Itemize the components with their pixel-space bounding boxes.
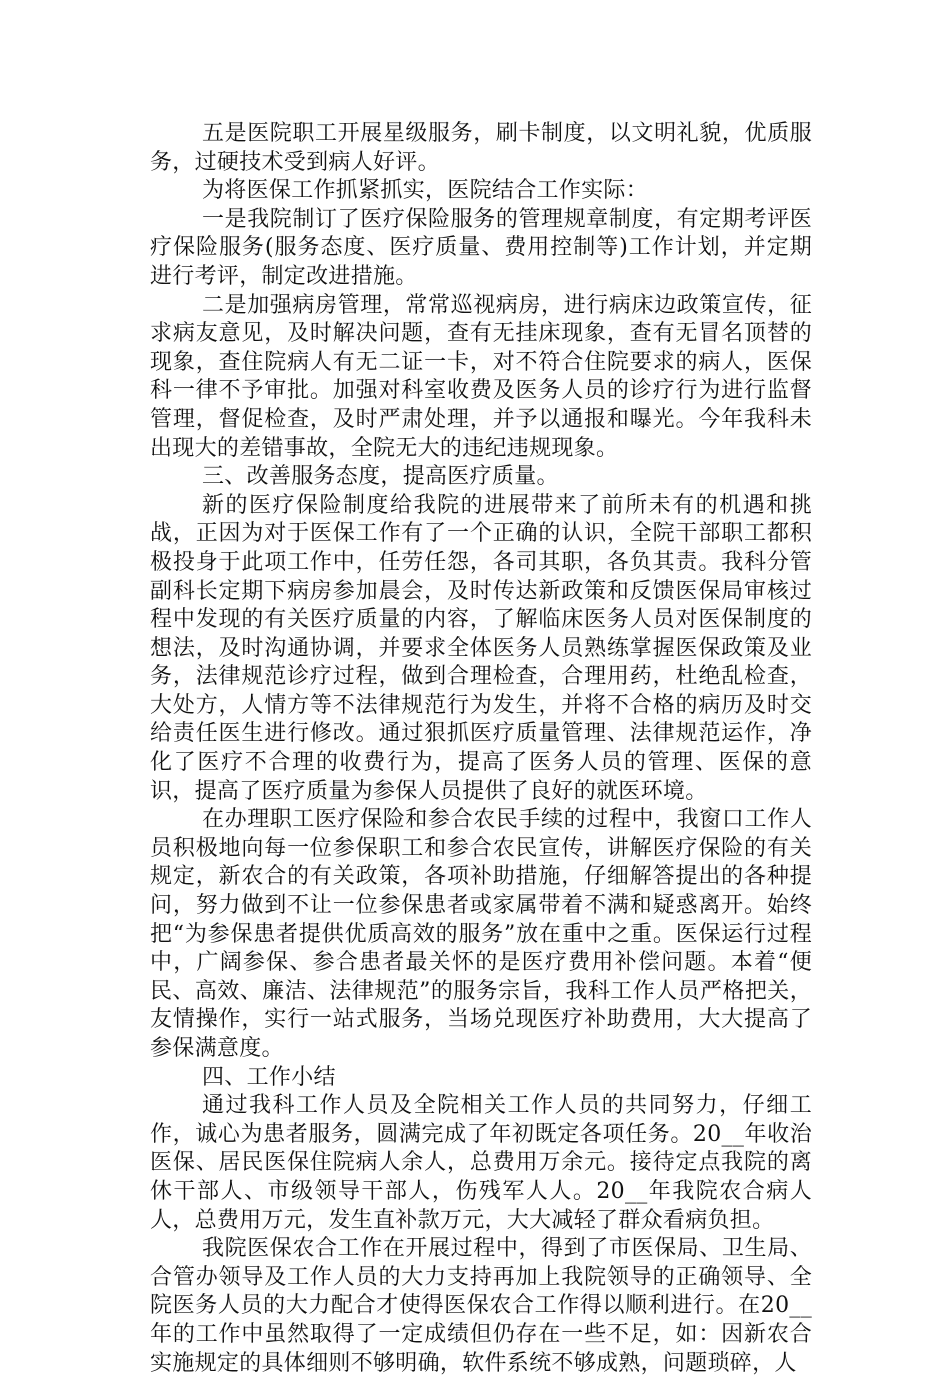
section-heading: 四、工作小结 — [202, 1064, 336, 1090]
paragraph: 新的医疗保险制度给我院的进展带来了前所未有的机遇和挑战，正因为对于医保工作有了一个正确的认识，全院干部职工都积极投身于此项工作中，任劳任怨，各司其职，各负其责。我科分管副科长定期下病房参加晨会，及时传达新政策和反馈医保局审核过程中发现的有关医疗质量的内容，了解临床医务人员对医保制度的想法，及时沟通协调，并要求全体医务人员熟练掌握医保政策及业务，法律规范诊疗过程，做到合理检查，合理用药，杜绝乱检查，大处方，人情方等不法律规范行为发生，并将不合格的病历及时交给责任医生进行修改。通过狠抓医疗质量管理、法律规范运作，净化了医疗不合理的收费行为，提高了医务人员的管理、医保的意识，提高了医疗质量为参保人员提供了良好的就医环境。 — [150, 492, 812, 804]
paragraph: 在办理职工医疗保险和参合农民手续的过程中，我窗口工作人员积极地向每一位参保职工和参合农民宣传，讲解医疗保险的有关规定，新农合的有关政策，各项补助措施，仔细解答提出的各种提问，努力做到不让一位参保患者或家属带着不满和疑惑离开。始终把“为参保患者提供优质高效的服务”放在重中之重。医保运行过程中，广阔参保、参合患者最关怀的是医疗费用补偿问题。本着“便民、高效、廉洁、法律规范”的服务宗旨，我科工作人员严格把关，友情操作，实行一站式服务，当场兑现医疗补助费用，大大提高了参保满意度。 — [150, 807, 812, 1061]
paragraph: 五是医院职工开展星级服务，刷卡制度，以文明礼貌，优质服务，过硬技术受到病人好评。 — [150, 121, 812, 175]
paragraph: 为将医保工作抓紧抓实，医院结合工作实际： — [202, 178, 649, 204]
paragraph: 二是加强病房管理，常常巡视病房，进行病床边政策宣传，征求病友意见，及时解决问题，查有无挂床现象，查有无冒名顶替的现象，查住院病人有无二证一卡，对不符合住院要求的病人，医保科一律不予审批。加强对科室收费及医务人员的诊疗行为进行监督管理，督促检查，及时严肃处理，并予以通报和曝光。今年我科未出现大的差错事故，全院无大的违纪违规现象。 — [150, 292, 812, 461]
paragraph: 我院医保农合工作在开展过程中，得到了市医保局、卫生局、合管办领导及工作人员的大力支持再加上我院领导的正确领导、全院医务人员的大力配合才使得医保农合工作得以顺利进行。在20__年的工作中虽然取得了一定成绩但仍存在一些不足，如：因新农合实施规定的具体细则不够明确，软件系统不够成熟，问题琐碎，人 — [150, 1236, 812, 1376]
paragraph: 一是我院制订了医疗保险服务的管理规章制度，有定期考评医疗保险服务(服务态度、医疗质量、费用控制等)工作计划，并定期进行考评，制定改进措施。 — [150, 206, 812, 289]
document-body — [150, 120, 812, 1378]
section-heading: 三、改善服务态度，提高医疗质量。 — [202, 464, 559, 490]
paragraph: 通过我科工作人员及全院相关工作人员的共同努力，仔细工作，诚心为患者服务，圆满完成了年初既定各项任务。20__年收治医保、居民医保住院病人余人，总费用万余元。接待定点我院的离休干部人、市级领导干部人，伤残军人人。20__年我院农合病人人，总费用万元，发生直补款万元，大大减轻了群众看病负担。 — [150, 1093, 812, 1233]
